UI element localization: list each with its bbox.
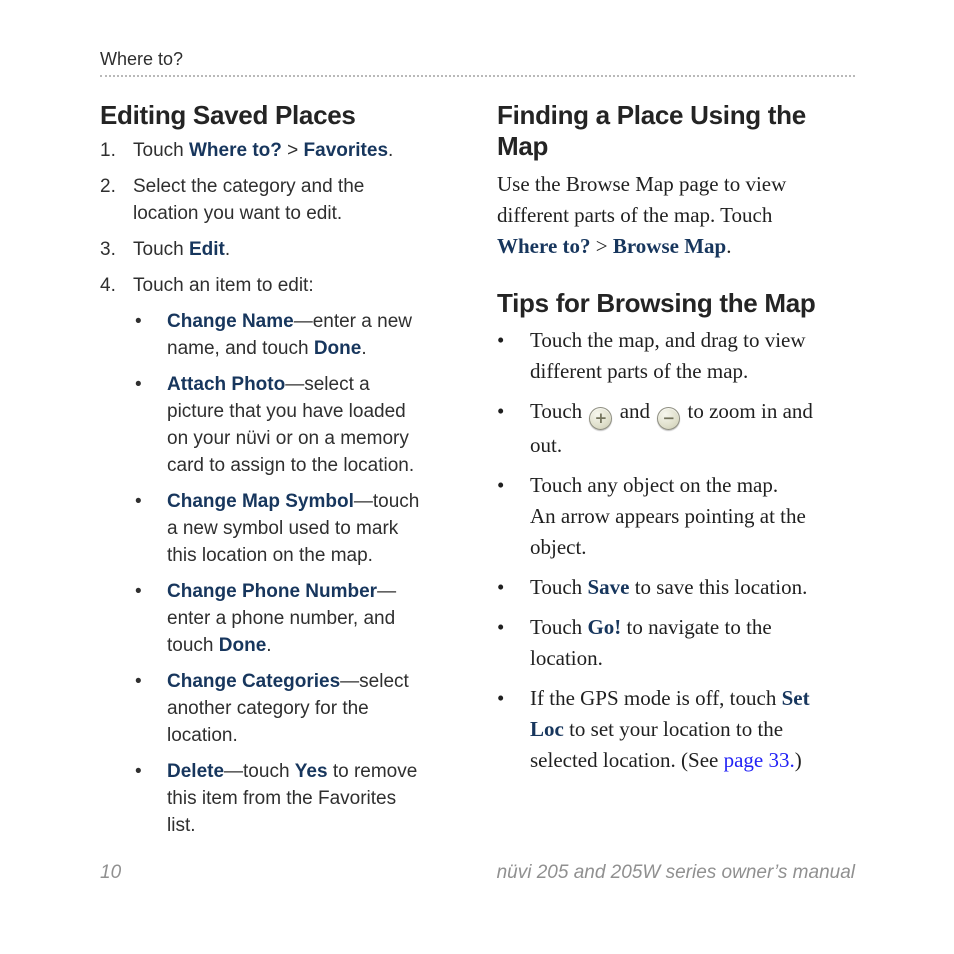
manual-title: nüvi 205 and 205W series owner’s manual [496,862,855,883]
bold-term: Favorites [303,140,389,161]
step-text [133,173,470,227]
tip-text [530,612,855,674]
text-run: name, and touch [167,338,314,359]
option-text [167,758,470,839]
text-run: enter a phone number, and [167,608,396,629]
text-run: Touch the map, and drag to view [530,328,806,352]
bold-term: Edit [188,239,225,260]
bold-term: Change Map Symbol [167,491,354,512]
right-column [497,100,855,848]
step-text [133,272,470,299]
text-run: Touch any object on the map. [530,473,779,497]
running-header: Where to? [100,49,184,69]
step-number: 4. [100,275,116,296]
text-run: this item from the Favorites [167,788,397,809]
tip-item [497,470,855,563]
bold-term: Change Phone Number [167,581,378,602]
text-run: ) [794,748,802,772]
bold-term: Done [313,338,362,359]
tip-item [497,572,855,603]
step-number: 1. [100,140,116,161]
bold-term: Attach Photo [167,374,286,395]
tip-item [497,325,855,387]
text-run: If the GPS mode is off, touch [530,686,782,710]
zoom-out-button-icon: − [657,407,680,430]
step-item [100,236,470,263]
option-text [167,308,470,362]
text-run: different parts of the map. [530,359,749,383]
tip-item [497,612,855,674]
text-run: location you want to edit. [133,203,343,224]
bullet-marker [497,470,530,563]
opt-item [135,758,470,839]
text-run: . [224,239,231,260]
text-run: . [266,635,272,656]
text-run: > [590,234,613,258]
text-run: and [614,399,656,423]
content-columns [100,100,855,848]
page-33-link[interactable]: page 33. [723,748,795,772]
text-run: Touch [530,615,588,639]
bullet-marker [497,396,530,461]
opt-item [135,668,470,749]
text-run: location. [167,725,238,746]
bold-term: Change Name [167,311,294,332]
text-run: to save this location. [629,575,808,599]
text-run: selected location. (See [530,748,724,772]
step-text [133,236,470,263]
text-run: —select a [285,374,370,395]
text-run: on your nüvi or on a memory [167,428,409,449]
bold-term: Browse Map [612,234,727,258]
text-run: — [377,581,397,602]
bullet-marker [135,758,167,839]
bold-term: Done [218,635,267,656]
bold-term: Set [781,686,810,710]
page-number: 10 [100,862,122,883]
tip-text [530,396,855,461]
section-heading-finding-a-place: Finding a Place Using the Map [497,100,806,161]
text-run: picture that you have loaded [167,401,406,422]
opt-item [135,308,470,362]
section-heading-editing-saved-places: Editing Saved Places [100,100,356,130]
opt-item [135,488,470,569]
opt-item [135,578,470,659]
bullet-marker [135,668,167,749]
opt-item [135,371,470,479]
bullet-marker [497,612,530,674]
text-run: Touch [530,575,588,599]
bold-term: Yes [294,761,328,782]
text-run: Select the category and the [133,176,365,197]
bullet-marker [497,572,530,603]
step-text [133,137,470,164]
steps-list [100,137,470,299]
text-run: another category for the [167,698,369,719]
step-item [100,173,470,227]
bullet-marker [135,578,167,659]
text-run: to remove [327,761,418,782]
bold-term: Save [587,575,630,599]
option-text [167,371,470,479]
text-run: Use the Browse Map page to view [497,172,787,196]
bullet-marker [497,683,530,776]
option-text [167,488,470,569]
subheading-tips-for-browsing: Tips for Browsing the Map [497,288,816,318]
option-text [167,578,470,659]
text-run: Touch [133,239,189,260]
text-run: . [388,140,394,161]
text-run: to zoom in and [682,399,813,423]
text-run: —touch [353,491,420,512]
header-divider [100,75,855,77]
text-run: card to assign to the location. [167,455,415,476]
text-run: Touch [530,399,588,423]
text-run: > [281,140,304,161]
text-run: this location on the map. [167,545,373,566]
bullet-marker [497,325,530,387]
text-run: to navigate to the [621,615,772,639]
step-item [100,137,470,164]
text-run: a new symbol used to mark [167,518,399,539]
tip-text [530,572,855,603]
bold-term: Where to? [188,140,282,161]
bold-term: Delete [167,761,225,782]
tip-text [530,325,855,387]
bold-term: Where to? [497,234,591,258]
bullet-marker [135,308,167,362]
bullet-marker [135,371,167,479]
bold-term: Go! [587,615,622,639]
text-run: out. [530,433,563,457]
tip-text [530,683,855,776]
step-number: 2. [100,176,116,197]
text-run: Touch an item to edit: [133,275,314,296]
text-run: location. [530,646,603,670]
left-column [100,100,470,848]
text-run: An arrow appears pointing at the [530,504,806,528]
text-run: object. [530,535,587,559]
bold-term: Loc [530,717,564,741]
text-run: touch [167,635,219,656]
text-run: different parts of the map. Touch [497,203,773,227]
step-number: 3. [100,239,116,260]
bold-term: Change Categories [167,671,341,692]
text-run: —touch [224,761,295,782]
intro-paragraph [497,169,855,262]
tip-item [497,396,855,461]
text-run: —enter a new [293,311,412,332]
text-run: —select [340,671,409,692]
zoom-in-button-icon: + [589,407,612,430]
text-run: list. [167,815,196,836]
text-run: to set your location to the [563,717,784,741]
tips-list [497,325,855,776]
option-text [167,668,470,749]
text-run: . [361,338,367,359]
tip-text [530,470,855,563]
text-run: . [726,234,732,258]
page-footer [100,862,855,884]
edit-options-list [135,308,470,839]
step-item [100,272,470,299]
text-run: Touch [133,140,189,161]
tip-item [497,683,855,776]
bullet-marker [135,488,167,569]
